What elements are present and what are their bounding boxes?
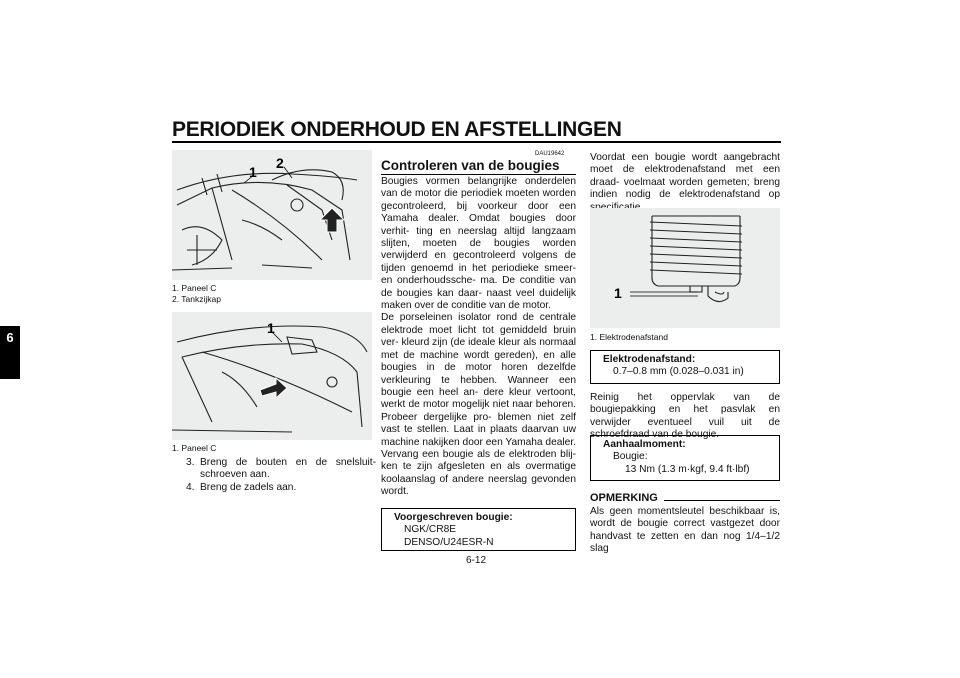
figure3-caption: [590, 332, 668, 343]
figure-panel-c-tank-cover: [172, 150, 372, 280]
callout-1: 1: [267, 320, 275, 336]
spec-heading: Elektrodenafstand:: [603, 354, 696, 365]
motorcycle-seat-illustration: [172, 312, 372, 440]
note-heading: OPMERKING: [590, 492, 658, 504]
caption-line: 1. Paneel C: [172, 283, 217, 293]
section-body: [381, 176, 576, 499]
step-number: 3.: [186, 457, 195, 468]
chapter-tab: [0, 326, 20, 379]
spec-heading: Aanhaalmoment:: [603, 439, 686, 450]
section-heading: Controleren van de bougies: [381, 158, 560, 173]
step-text: Breng de bouten en de snelsluit- schroeven aan.: [200, 457, 376, 481]
step-item: [186, 482, 376, 494]
figure1-caption: [172, 283, 221, 305]
callout-1: 1: [249, 164, 257, 180]
chapter-number: 6: [6, 330, 14, 345]
section-rule: [381, 174, 576, 175]
page-title: PERIODIEK ONDERHOUD EN AFSTELLINGEN: [172, 118, 622, 141]
intro-paragraph: Voordat een bougie wordt aangebracht moet de elektrodenafstand met een draad- voelmaat worden gemeten; breng indien nodig de elektrodenafstand op: [590, 152, 780, 201]
paragraph: De porseleinen isolator rond de centrale elektrode moet licht tot gemiddeld bruin ver- kleurd zijn (de ideale kleur als normaal met de machine wordt gereden), en alle bougies in de motor horen dezelfde verkleuring te hebben. Wanneer een bougie een heel an- dere kleur vertoont, werkt de motor mogelijk niet naar behoren. Probeer dergelijke pro- blemen niet zelf vast te stellen. Laat in plaats daarvan uw machine nakijken door een Yamaha dealer.: [381, 312, 577, 448]
page-number: 6-12: [466, 555, 487, 566]
clean-paragraph: Reinig het oppervlak van de bougiepakking en het pasvlak en verwijder eventueel vuil uit de schroefdraad van de bougie.: [590, 392, 780, 441]
spec-value: 13 Nm (1.3 m·kgf, 9.4 ft·lbf): [625, 463, 750, 475]
figure-panel-c: [172, 312, 372, 440]
torque-spec-box: [590, 435, 780, 481]
spec-value: 0.7–0.8 mm (0.028–0.031 in): [613, 366, 744, 378]
figure2-caption: [172, 443, 216, 454]
header-rule: [172, 141, 781, 143]
electrode-gap-spec-box: [590, 350, 780, 384]
reassembly-steps: [186, 457, 376, 494]
callout-1: 1: [614, 285, 622, 301]
spark-plug-spec-box: [381, 508, 576, 551]
step-text: Breng de zadels aan.: [200, 481, 297, 493]
paragraph: Vervang een bougie als de elektroden blij- ken te zijn afgesleten en als overmatige koolaanslag of andere neerslag gevonden wordt.: [381, 448, 576, 498]
spec-line: DENSO/U24ESR-N: [404, 536, 494, 548]
spark-plug-illustration: [590, 208, 780, 328]
spec-heading: Voorgeschreven bougie:: [394, 512, 513, 523]
note-rule: [664, 500, 780, 501]
caption-line: 1. Elektrodenafstand: [590, 332, 668, 342]
callout-2: 2: [276, 155, 284, 171]
note-text: Als geen momentsleutel beschikbaar is, wordt de bougie correct vastgezet door handvast te zetten en dan nog 1/4–1/2 slag: [590, 506, 780, 555]
figure-electrode-gap: [590, 208, 780, 328]
motorcycle-side-illustration: [172, 150, 372, 280]
paragraph: Bougies vormen belangrijke onderdelen van de motor die periodiek moeten worden gecontroleerd, bij voorkeur door een Yamaha dealer. Omdat bougies door verhit- ting en neerslag altijd langzaam slijten, moeten de bougies worden verwijderd en gecontroleerd volgens de tijden genoemd in het periodieke smeer- en onderhoudssche- ma. De conditie van de bougies kan daar- naast veel duidelijk maken over de conditie van de motor.: [381, 176, 576, 312]
spec-line: NGK/CR8E: [404, 524, 457, 536]
spec-item: Bougie:: [613, 451, 648, 463]
step-item: [186, 457, 376, 482]
section-code: DAU19642: [535, 151, 565, 157]
caption-line: 2. Tankzijkap: [172, 294, 221, 304]
step-number: 4.: [186, 481, 195, 493]
caption-line: 1. Paneel C: [172, 443, 217, 453]
